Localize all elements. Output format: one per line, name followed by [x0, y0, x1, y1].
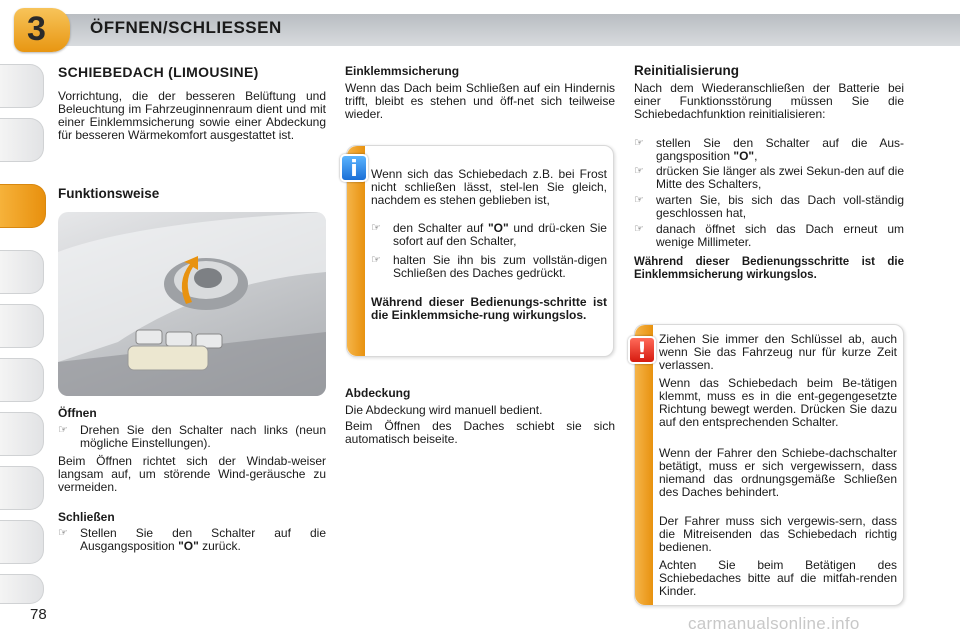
reinit-bullet-2	[634, 165, 904, 191]
reinit-text: Nach dem Wiederanschließen der Batterie bei einer Funktionsstörung müssen Sie die Schiebedachfunktion reinitialisieren:	[634, 81, 904, 121]
info-bullet-2	[371, 254, 607, 280]
close-bullet-position: "O"	[178, 539, 199, 553]
info-box	[346, 145, 614, 357]
sunroof-switch-illustration	[58, 212, 326, 396]
chapter-tab-5[interactable]	[0, 304, 44, 348]
info-bullet-1-pre: den Schalter auf	[393, 221, 488, 235]
info-bullet-1	[371, 222, 607, 248]
cover-text-2: Beim Öffnen des Daches schiebt sie sich automatisch beiseite.	[345, 419, 615, 446]
reinit-bullet-1-post: ,	[754, 149, 758, 163]
reinit-bullet-1-position: "O"	[733, 149, 755, 163]
chapter-tab-6[interactable]	[0, 358, 44, 402]
warning-text-1: Ziehen Sie immer den Schlüssel ab, auch wenn Sie das Fahrzeug nur für kurze Zeit verlassen.	[659, 332, 897, 372]
chapter-title: ÖFFNEN/SCHLIESSEN	[90, 18, 282, 37]
close-bullet	[58, 527, 326, 553]
reinit-bullet-1-pre: stellen Sie den Schalter auf die Aus-gangsposition	[656, 136, 904, 163]
reinit-bold-note: Während dieser Bedienungsschritte ist die Einklemmsicherung wirkungslos.	[634, 256, 904, 281]
warning-box	[634, 324, 904, 606]
section-title: SCHIEBEDACH (LIMOUSINE)	[58, 64, 259, 80]
warning-text-3: Wenn der Fahrer den Schiebe-dachschalter betätigt, muss er sich vergewissern, dass niemand das ordnungsgemäße Schließen des Daches behindert.	[659, 446, 897, 499]
chapter-tab-2[interactable]	[0, 118, 44, 162]
pointing-hand-icon: ☞	[371, 222, 381, 234]
warning-text-2: Wenn das Schiebedach beim Be-tätigen klemmt, muss es in die ent-gegengesetzte Richtung bewegt werden. Drücken Sie dazu auf den entsprechenden Schalter.	[659, 376, 897, 429]
close-heading: Schließen	[58, 510, 115, 524]
chapter-tab-10[interactable]	[0, 574, 44, 604]
close-bullet-text-pre: Stellen Sie den Schalter auf die Ausgangsposition	[80, 526, 326, 553]
close-bullet-text-post: zurück.	[198, 539, 241, 553]
info-bold-note: Während dieser Bedienungs-schritte ist die Einklemmsiche-rung wirkungslos.	[371, 295, 607, 322]
warning-icon: !	[628, 336, 656, 364]
info-text: Wenn sich das Schiebedach z.B. bei Frost nicht schließen lässt, stel-len Sie gleich, nachdem es stehen geblieben ist,	[371, 167, 607, 207]
info-bullet-1-post: und drü-cken Sie sofort auf den Schalter,	[393, 221, 607, 248]
warning-text-5: Achten Sie beim Betätigen des Schiebedaches bitte auf die mitfah-renden Kinder.	[659, 558, 897, 598]
pointing-hand-icon: ☞	[634, 165, 644, 177]
reinit-bullet-1	[634, 137, 904, 163]
watermark: carmanualsonline.info	[688, 614, 860, 633]
pointing-hand-icon: ☞	[58, 424, 68, 436]
info-bullet-1-position: "O"	[487, 221, 509, 235]
cover-heading: Abdeckung	[345, 386, 411, 400]
chapter-tab-9[interactable]	[0, 520, 44, 564]
function-heading: Funktionsweise	[58, 186, 160, 201]
pinch-text: Wenn das Dach beim Schließen auf ein Hindernis trifft, bleibt es stehen und öff-net sich teilweise wieder.	[345, 81, 615, 121]
reinit-heading: Reinitialisierung	[634, 63, 740, 78]
cover-text-1: Die Abdeckung wird manuell bedient.	[345, 403, 543, 417]
open-heading: Öffnen	[58, 406, 97, 420]
chapter-tab-4[interactable]	[0, 250, 44, 294]
reinit-bullet-3-text: warten Sie, bis sich das Dach voll-ständig geschlossen hat,	[656, 193, 904, 220]
chapter-tab-3-active[interactable]	[0, 184, 46, 228]
sunroof-switch-photo	[58, 212, 326, 396]
page-number: 78	[30, 606, 47, 623]
pointing-hand-icon: ☞	[634, 194, 644, 206]
pointing-hand-icon: ☞	[634, 137, 644, 149]
reinit-bullet-2-text: drücken Sie länger als zwei Sekun-den auf die Mitte des Schalters,	[656, 164, 904, 191]
reinit-bullet-4-text: danach öffnet sich das Dach erneut um wenige Millimeter.	[656, 222, 904, 249]
open-text: Beim Öffnen richtet sich der Windab-weiser langsam auf, um störende Wind-geräusche zu vermeiden.	[58, 454, 326, 494]
pinch-heading: Einklemmsicherung	[345, 64, 460, 78]
header	[0, 0, 960, 52]
warning-text-4: Der Fahrer muss sich vergewis-sern, dass die Mitreisenden das Schiebedach richtig bedienen.	[659, 514, 897, 554]
pointing-hand-icon: ☞	[58, 527, 68, 539]
reinit-bullet-4	[634, 223, 904, 249]
pointing-hand-icon: ☞	[634, 223, 644, 235]
open-bullet-text: Drehen Sie den Schalter nach links (neun mögliche Einstellungen).	[80, 423, 326, 450]
intro-text: Vorrichtung, die der besseren Belüftung und Beleuchtung im Fahrzeuginnenraum dient und mit einer Einklemmsicherung sowie einer Abdeckung für besseren Wärmekomfort ausgestattet ist.	[58, 89, 326, 142]
chapter-tab-7[interactable]	[0, 412, 44, 456]
warning-box-stripe	[635, 325, 653, 605]
pointing-hand-icon: ☞	[371, 254, 381, 266]
info-bullet-2-text: halten Sie ihn bis zum vollstän-digen Schließen des Daches gedrückt.	[393, 253, 607, 280]
info-icon: i	[340, 154, 368, 182]
reinit-bullet-3	[634, 194, 904, 220]
chapter-tab-8[interactable]	[0, 466, 44, 510]
open-bullet	[58, 424, 326, 450]
chapter-tab-1[interactable]	[0, 64, 44, 108]
chapter-number: 3	[27, 10, 46, 48]
